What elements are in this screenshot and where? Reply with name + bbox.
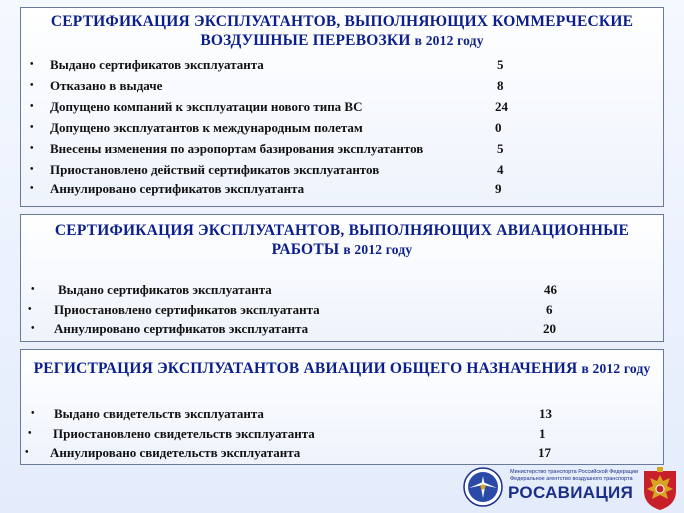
bullet: • xyxy=(25,447,29,458)
item-value: 6 xyxy=(546,302,553,317)
bullet: • xyxy=(31,284,35,295)
item-value: 24 xyxy=(495,99,508,114)
item-label: Выдано свидетельств эксплуатанта xyxy=(54,406,264,421)
item-value: 5 xyxy=(497,141,504,156)
item-value: 5 xyxy=(497,57,504,72)
bullet: • xyxy=(28,428,32,439)
item-label: Внесены изменения по аэропортам базирования эксплуатантов xyxy=(50,141,424,156)
logo-agency-text: Федеральное агентство воздушного транспорта xyxy=(510,476,633,482)
rosaviatsia-emblem-icon xyxy=(463,467,503,507)
item-value: 8 xyxy=(497,78,504,93)
bullet: • xyxy=(30,80,34,91)
bullet: • xyxy=(30,183,34,194)
bullet: • xyxy=(30,101,34,112)
section-title xyxy=(21,359,663,378)
logo-name: РОСАВИАЦИЯ xyxy=(508,483,634,502)
section-commercial-transport xyxy=(20,7,664,207)
item-label: Выдано сертификатов эксплуатанта xyxy=(50,57,264,72)
bullet: • xyxy=(30,143,34,154)
item-value: 1 xyxy=(539,426,546,441)
bullet: • xyxy=(28,304,32,315)
item-label: Допущено эксплуатантов к международным полетам xyxy=(50,120,363,135)
russian-coat-of-arms-icon xyxy=(640,465,680,511)
section-title-year: в 2012 году xyxy=(581,361,651,376)
logo-ministry-text: Министерство транспорта Российской Федерации xyxy=(510,469,639,475)
bullet: • xyxy=(30,122,34,133)
bullet: • xyxy=(30,164,34,175)
bullet: • xyxy=(31,408,35,419)
item-value: 9 xyxy=(495,181,502,196)
bullet: • xyxy=(30,59,34,70)
item-value: 4 xyxy=(497,162,504,177)
item-label: Приостановлено действий сертификатов эксплуатантов xyxy=(50,162,380,177)
section-aviation-works xyxy=(20,214,664,342)
item-label: Аннулировано сертификатов эксплуатанта xyxy=(54,321,309,336)
item-label: Аннулировано свидетельств эксплуатанта xyxy=(50,445,301,460)
item-label: Отказано в выдаче xyxy=(50,78,163,93)
section-title-line1: СЕРТИФИКАЦИЯ ЭКСПЛУАТАНТОВ, ВЫПОЛНЯЮЩИХ АВИАЦИОННЫЕ xyxy=(54,222,630,239)
bullet: • xyxy=(31,323,35,334)
section-title-year: в 2012 году xyxy=(343,242,413,257)
item-label: Аннулировано сертификатов эксплуатанта xyxy=(50,181,305,196)
section-title-line2: РАБОТЫ xyxy=(271,241,340,258)
section-title xyxy=(21,12,663,50)
item-label: Допущено компаний к эксплуатации нового типа ВС xyxy=(50,99,363,114)
item-value: 17 xyxy=(538,445,551,460)
rosaviatsia-logo xyxy=(463,465,684,513)
item-value: 13 xyxy=(539,406,552,421)
section-general-aviation xyxy=(20,349,664,465)
section-title-line2: ВОЗДУШНЫЕ ПЕРЕВОЗКИ xyxy=(200,32,411,49)
item-value: 0 xyxy=(495,120,502,135)
item-value: 46 xyxy=(544,282,557,297)
item-label: Приостановлено сертификатов эксплуатанта xyxy=(54,302,320,317)
section-title-year: в 2012 году xyxy=(414,33,484,48)
section-title-line1: РЕГИСТРАЦИЯ ЭКСПЛУАТАНТОВ АВИАЦИИ ОБЩЕГО НАЗНАЧЕНИЯ xyxy=(33,360,578,377)
item-label: Выдано сертификатов эксплуатанта xyxy=(58,282,272,297)
item-value: 20 xyxy=(543,321,556,336)
item-label: Приостановлено свидетельств эксплуатанта xyxy=(53,426,315,441)
section-title xyxy=(21,221,663,259)
section-title-line1: СЕРТИФИКАЦИЯ ЭКСПЛУАТАНТОВ, ВЫПОЛНЯЮЩИХ КОММЕРЧЕСКИЕ xyxy=(50,13,634,30)
